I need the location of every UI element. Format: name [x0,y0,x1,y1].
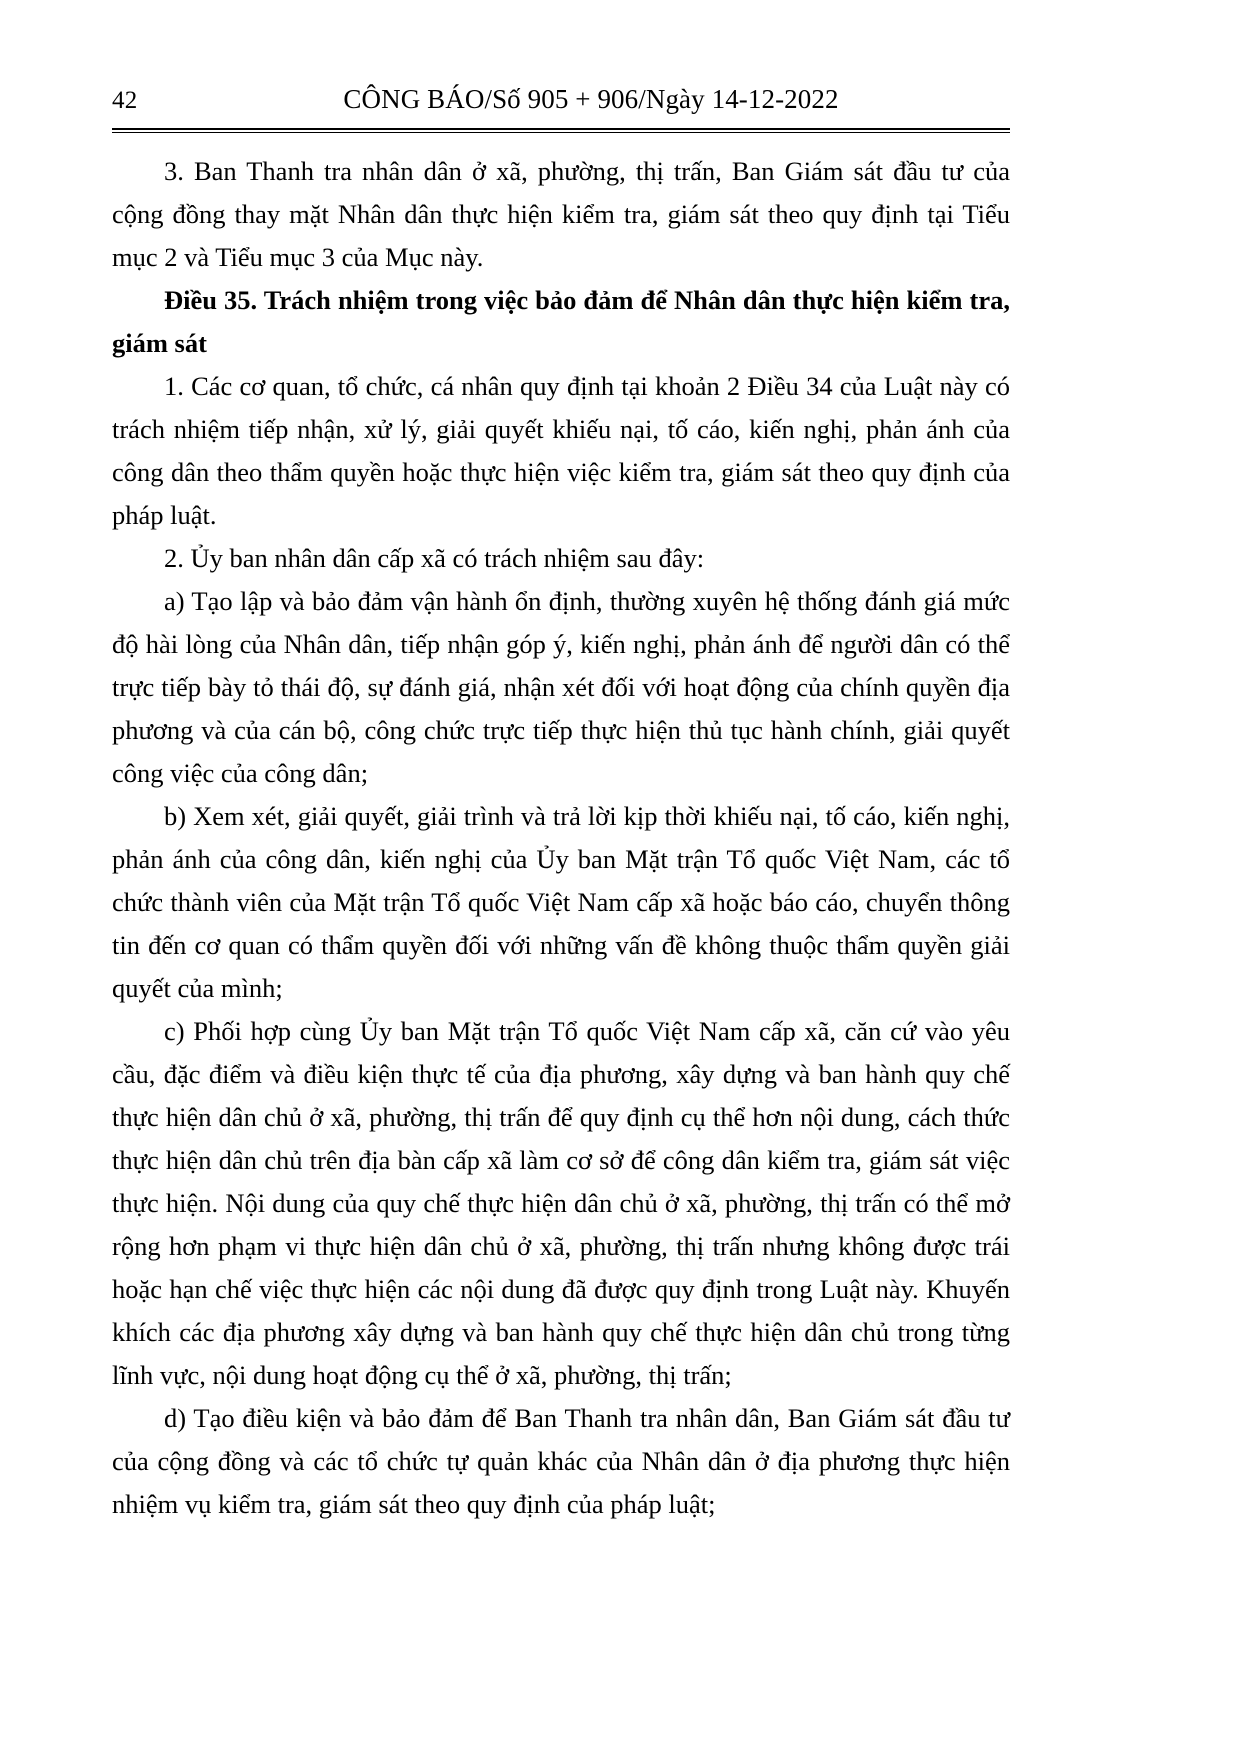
page-header [112,86,1010,113]
page-number: 42 [112,87,138,114]
paragraph-clause-2: 2. Ủy ban nhân dân cấp xã có trách nhiệm sau đây: [164,543,705,573]
paragraph-point-c: c) Phối hợp cùng Ủy ban Mặt trận Tổ quốc Việt Nam cấp xã, căn cứ vào yêu cầu, đặc điểm và điều kiện thực tế của địa phương, xây dựng và ban hành quy chế thực hiện dân chủ ở xã, phường, thị trấn để quy định cụ thể hơn nội dung, cách thức thực hiện dân chủ trên địa bàn cấp xã làm cơ sở để công dân kiểm tra, giám sát việc thực hiện. Nội dung của quy chế thực hiện dân chủ ở xã, phường, thị trấn có thể mở rộng hơn phạm vi thực hiện dân chủ ở xã, phường, thị trấn nhưng không được trái hoặc hạn chế việc thực hiện các nội dung đã được quy định trong Luật này. Khuyến khích các địa phương xây dựng và ban hành quy chế thực hiện dân chủ trong từng lĩnh vực, nội dung hoạt động cụ thể ở xã, phường, thị trấn; [112,1016,1010,1390]
running-title: CÔNG BÁO/Số 905 + 906/Ngày 14-12-2022 [343,84,839,114]
body-text-column [112,150,1010,1526]
header-rule-lower [112,132,1010,133]
paragraph-point-b: b) Xem xét, giải quyết, giải trình và trả lời kịp thời khiếu nại, tố cáo, kiến nghị, phản ánh của công dân, kiến nghị của Ủy ban Mặt trận Tổ quốc Việt Nam, các tổ chức thành viên của Mặt trận Tổ quốc Việt Nam cấp xã hoặc báo cáo, chuyển thông tin đến cơ quan có thẩm quyền đối với những vấn đề không thuộc thẩm quyền giải quyết của mình; [112,801,1010,1003]
paragraph-article-35-heading: Điều 35. Trách nhiệm trong việc bảo đảm để Nhân dân thực hiện kiểm tra, giám sát [112,285,1010,358]
paragraph-clause-1: 1. Các cơ quan, tổ chức, cá nhân quy định tại khoản 2 Điều 34 của Luật này có trách nhiệm tiếp nhận, xử lý, giải quyết khiếu nại, tố cáo, kiến nghị, phản ánh của công dân theo thẩm quyền hoặc thực hiện việc kiểm tra, giám sát theo quy định của pháp luật. [112,371,1010,530]
header-double-rule [112,128,1010,133]
paragraph-point-a: a) Tạo lập và bảo đảm vận hành ổn định, thường xuyên hệ thống đánh giá mức độ hài lòng của Nhân dân, tiếp nhận góp ý, kiến nghị, phản ánh để người dân có thể trực tiếp bày tỏ thái độ, sự đánh giá, nhận xét đối với hoạt động của chính quyền địa phương và của cán bộ, công chức trực tiếp thực hiện thủ tục hành chính, giải quyết công việc của công dân; [112,586,1010,788]
paragraph-clause-3: 3. Ban Thanh tra nhân dân ở xã, phường, thị trấn, Ban Giám sát đầu tư của cộng đồng thay mặt Nhân dân thực hiện kiểm tra, giám sát theo quy định tại Tiểu mục 2 và Tiểu mục 3 của Mục này. [112,156,1010,272]
paragraph-point-d: d) Tạo điều kiện và bảo đảm để Ban Thanh tra nhân dân, Ban Giám sát đầu tư của cộng đồng và các tổ chức tự quản khác của Nhân dân ở địa phương thực hiện nhiệm vụ kiểm tra, giám sát theo quy định của pháp luật; [112,1403,1010,1519]
